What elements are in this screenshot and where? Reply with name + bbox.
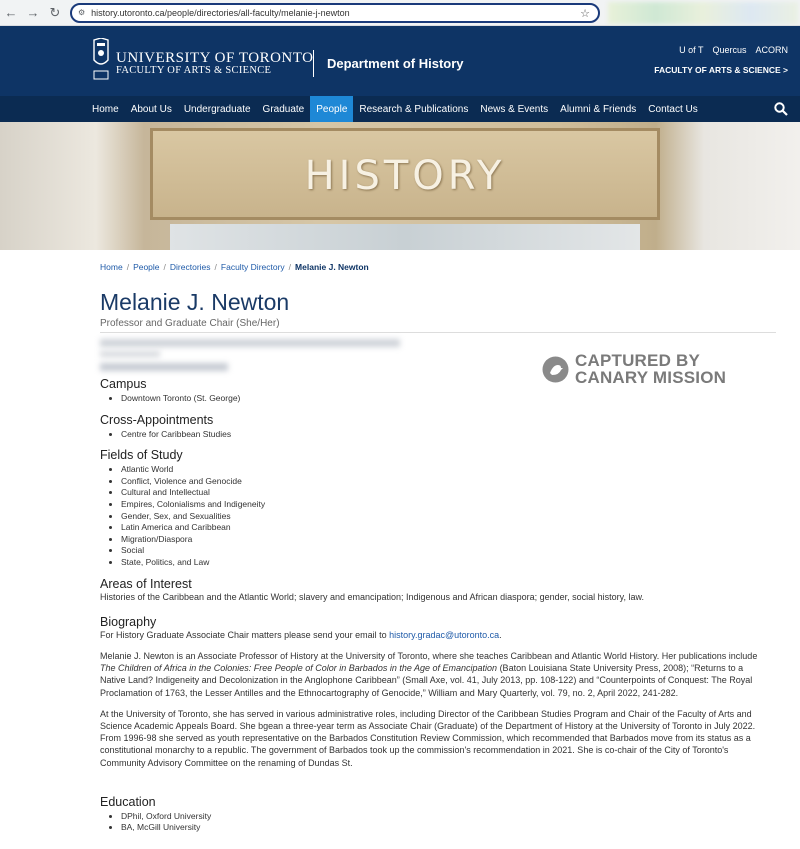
- top-link-quercus[interactable]: Quercus: [712, 45, 747, 55]
- list-item: • DPhil, Oxford University: [121, 811, 780, 823]
- fields-of-study-list: [121, 464, 780, 568]
- nav-news-events[interactable]: News & Events: [480, 103, 549, 115]
- cross-appointments-heading: Cross-Appointments: [100, 412, 214, 427]
- top-link-uoft[interactable]: U of T: [679, 45, 704, 55]
- list-item: • Conflict, Violence and Genocide: [121, 476, 780, 488]
- nav-undergraduate[interactable]: Undergraduate: [183, 103, 251, 115]
- breadcrumb-separator: /: [288, 262, 292, 272]
- redacted-contact-info: [100, 339, 400, 373]
- top-link-acorn[interactable]: ACORN: [755, 45, 788, 55]
- department-name[interactable]: Department of History: [327, 56, 464, 71]
- bookmark-star-icon[interactable]: ☆: [580, 7, 590, 20]
- breadcrumb-faculty-directory[interactable]: Faculty Directory: [220, 262, 285, 272]
- biography-heading: Biography: [100, 614, 157, 629]
- biography-publications: [100, 650, 770, 699]
- extensions-area: [608, 2, 798, 24]
- banner-doorway: [170, 224, 640, 250]
- biography-service: At the University of Toronto, she has served in various administrative roles, including Director of the Caribbean Studies Program and Chair of the Faculty of Arts and Science Academic Appeals Board. She bgean a three-year term as Associate Chair (Graduate) of the Department of History at the University of Toronto in July 2022. From 1996-98 she served as youth representative on the Barbados Constitution Review Commission, which recommended that Barbados move from its status as a constitutional monarchy to a republic. The government of Barbados took up the commission's recommendation in 2021. She is co-chair of the City of Toronto's Community Advisory Committee on the renaming of Dundas St.: [100, 708, 756, 768]
- watermark-line2: CANARY MISSION: [575, 368, 727, 387]
- list-item: • Social: [121, 545, 780, 557]
- list-item: • Downtown Toronto (St. George): [121, 393, 780, 405]
- search-icon[interactable]: [774, 102, 788, 116]
- nav-graduate[interactable]: Graduate: [262, 103, 305, 115]
- profile-content: [100, 262, 780, 834]
- title-divider: [100, 332, 776, 333]
- fields-of-study-heading: Fields of Study: [100, 448, 183, 463]
- page-title: Melanie J. Newton: [100, 289, 290, 315]
- browser-toolbar: [0, 0, 800, 26]
- faculty-link[interactable]: FACULTY OF ARTS & SCIENCE >: [654, 65, 788, 75]
- list-item: • BA, McGill University: [121, 822, 780, 834]
- breadcrumb-people[interactable]: People: [133, 262, 160, 272]
- list-item: • Migration/Diaspora: [121, 534, 780, 546]
- nav-home[interactable]: Home: [92, 103, 119, 115]
- list-item: • Cultural and Intellectual: [121, 487, 780, 499]
- site-header: [0, 26, 800, 96]
- history-banner: [0, 122, 800, 250]
- banner-text: HISTORY: [304, 153, 506, 199]
- campus-list: [121, 393, 780, 405]
- bio-contact-text: For History Graduate Associate Chair matters please send your email to: [100, 629, 390, 640]
- university-name[interactable]: UNIVERSITY OF TORONTO: [116, 50, 314, 66]
- profile-title: Professor and Graduate Chair (She/Her): [100, 318, 280, 329]
- education-list: [121, 811, 780, 834]
- banner-sign: [150, 128, 660, 220]
- faculty-name[interactable]: FACULTY OF ARTS & SCIENCE: [116, 65, 272, 76]
- breadcrumb-current: Melanie J. Newton: [295, 262, 369, 272]
- nav-people[interactable]: People: [310, 96, 353, 122]
- main-navigation: [0, 96, 800, 122]
- bio-contact-suffix: .: [499, 629, 502, 640]
- breadcrumb-separator: /: [214, 262, 217, 272]
- list-item: • Centre for Caribbean Studies: [121, 429, 780, 441]
- nav-research-publications[interactable]: Research & Publications: [359, 103, 469, 115]
- areas-of-interest-text: Histories of the Caribbean and the Atlantic World; slavery and emancipation; Indigenous and African diaspora; gender, social history, law.: [100, 591, 644, 602]
- nav-contact-us[interactable]: Contact Us: [648, 103, 698, 115]
- breadcrumb-separator: /: [163, 262, 166, 272]
- cross-appointments-list: [121, 429, 780, 441]
- bio-paragraph-text: (Baton Louisiana State University Press, 2008); “Returns to a Native Land? Indigeneity and Decolonization in the Anglophone Caribbean” (Small Axe, vol. 41, July 2013, pp. 108-122) and “Counterpoints of Conquest: The Royal Proclamation of 1763, the Lesser Antilles and the Ethnocartography of Genocide,” William and Mary Quarterly, vol. 79, no. 2, April 2022, 241-282.: [100, 663, 753, 698]
- breadcrumb: [100, 262, 780, 272]
- biography-contact: [100, 629, 770, 641]
- list-item: • State, Politics, and Law: [121, 557, 780, 569]
- header-divider: [313, 50, 314, 77]
- areas-of-interest-heading: Areas of Interest: [100, 576, 192, 591]
- breadcrumb-home[interactable]: Home: [100, 262, 123, 272]
- list-item: • Empires, Colonialisms and Indigeneity: [121, 499, 780, 511]
- reload-icon[interactable]: ↻: [49, 4, 61, 20]
- education-heading: Education: [100, 794, 156, 809]
- nav-alumni-friends[interactable]: Alumni & Friends: [560, 103, 637, 115]
- list-item: • Latin America and Caribbean: [121, 522, 780, 534]
- top-links: [679, 45, 788, 55]
- campus-heading: Campus: [100, 377, 147, 391]
- watermark-line1: CAPTURED BY: [575, 351, 700, 370]
- uoft-crest-icon[interactable]: [92, 38, 110, 82]
- bio-paragraph-text: Melanie J. Newton is an Associate Professor of History at the University of Toronto, where she teaches Caribbean and Atlantic World History. Her publications include: [100, 650, 758, 661]
- nav-about-us[interactable]: About Us: [130, 103, 172, 115]
- url-text: history.utoronto.ca/people/directories/all-faculty/melanie-j-newton: [91, 7, 350, 18]
- breadcrumb-separator: /: [126, 262, 130, 272]
- book-title: The Children of Africa in the Colonies: Free People of Color in Barbados in the Age of Emancipation: [100, 663, 498, 674]
- address-bar[interactable]: [70, 3, 600, 23]
- list-item: • Gender, Sex, and Sexualities: [121, 511, 780, 523]
- site-info-icon[interactable]: ⚙: [78, 8, 86, 17]
- forward-arrow-icon[interactable]: →: [26, 5, 40, 20]
- graduate-email-link[interactable]: history.gradac@utoronto.ca: [389, 629, 500, 640]
- breadcrumb-directories[interactable]: Directories: [169, 262, 211, 272]
- back-arrow-icon[interactable]: ←: [4, 5, 18, 20]
- list-item: • Atlantic World: [121, 464, 780, 476]
